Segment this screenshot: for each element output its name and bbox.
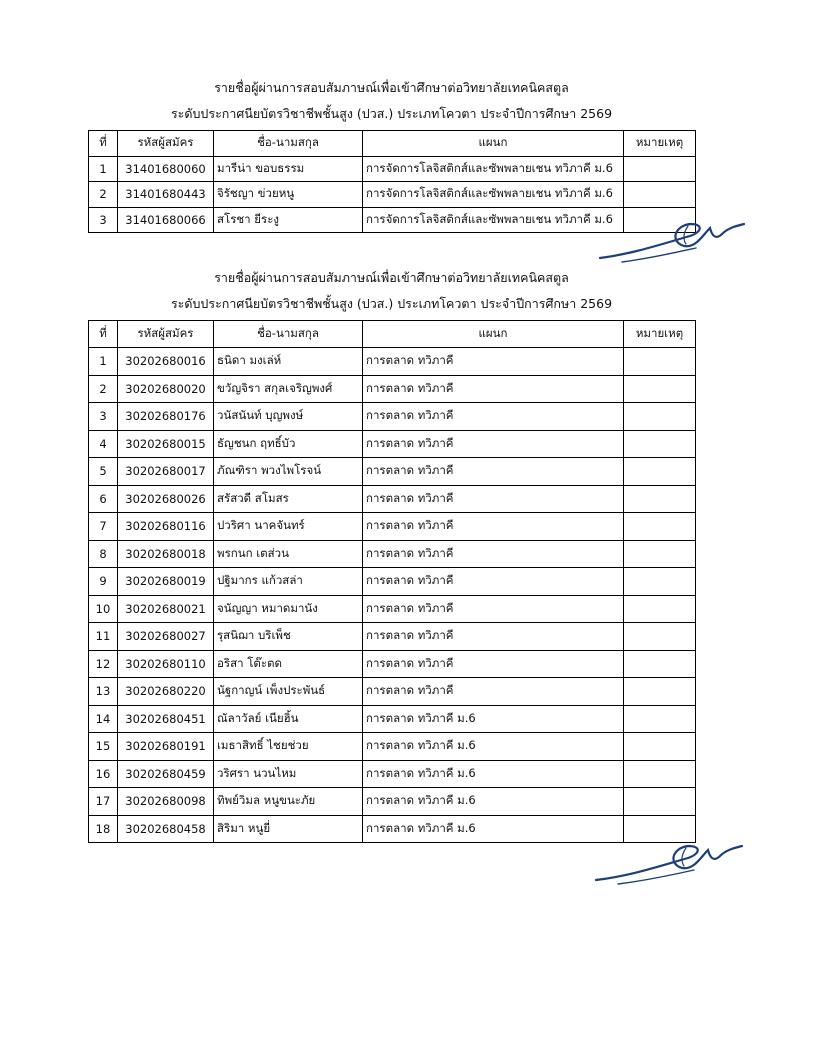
applicant-name: ปวริศา นาคจันทร์ — [214, 513, 363, 541]
row-number: 1 — [89, 156, 118, 182]
header-department: แผนก — [363, 321, 624, 348]
department: การตลาด ทวิภาคี — [363, 403, 624, 431]
department: การตลาด ทวิภาคี — [363, 678, 624, 706]
table-header-row — [89, 131, 696, 157]
table-row — [89, 705, 696, 733]
table-row — [89, 760, 696, 788]
applicant-id: 30202680016 — [118, 348, 214, 376]
table-row — [89, 430, 696, 458]
row-number: 4 — [89, 430, 118, 458]
table-header-row — [89, 321, 696, 348]
applicant-id: 30202680176 — [118, 403, 214, 431]
table-row — [89, 485, 696, 513]
applicant-id: 31401680060 — [118, 156, 214, 182]
department: การตลาด ทวิภาคี — [363, 458, 624, 486]
applicant-id: 30202680458 — [118, 815, 214, 843]
applicant-name: สิริมา หนูยี่ — [214, 815, 363, 843]
table-row — [89, 375, 696, 403]
remark — [624, 485, 696, 513]
header-applicant-id: รหัสผู้สมัคร — [118, 131, 214, 157]
remark — [624, 650, 696, 678]
remark — [624, 623, 696, 651]
department: การตลาด ทวิภาคี — [363, 650, 624, 678]
header-full-name: ชื่อ-นามสกุล — [214, 131, 363, 157]
row-number: 13 — [89, 678, 118, 706]
applicant-name: ทิพย์วิมล หนูขนะภัย — [214, 788, 363, 816]
row-number: 12 — [89, 650, 118, 678]
applicant-id: 30202680098 — [118, 788, 214, 816]
row-number: 2 — [89, 375, 118, 403]
applicant-name: เมธาสิทธิ์ ไชยช่วย — [214, 733, 363, 761]
row-number: 6 — [89, 485, 118, 513]
table-row — [89, 650, 696, 678]
applicant-id: 30202680220 — [118, 678, 214, 706]
remark — [624, 760, 696, 788]
applicant-name: วริศรา นวนไหม — [214, 760, 363, 788]
signature-mark — [592, 214, 752, 264]
remark — [624, 678, 696, 706]
row-number: 9 — [89, 568, 118, 596]
applicant-name: นัฐกาญน์ เพ็งประพันธ์ — [214, 678, 363, 706]
department: การตลาด ทวิภาคี ม.6 — [363, 760, 624, 788]
table-row — [89, 733, 696, 761]
header-remark: หมายเหตุ — [624, 131, 696, 157]
remark — [624, 705, 696, 733]
remark — [624, 540, 696, 568]
department: การตลาด ทวิภาคี — [363, 568, 624, 596]
table-row — [89, 403, 696, 431]
remark — [624, 156, 696, 182]
department: การตลาด ทวิภาคี — [363, 540, 624, 568]
row-number: 18 — [89, 815, 118, 843]
department: การตลาด ทวิภาคี — [363, 348, 624, 376]
remark — [624, 182, 696, 208]
remark — [624, 375, 696, 403]
table-row — [89, 568, 696, 596]
table-row — [89, 156, 696, 182]
table-row — [89, 623, 696, 651]
applicant-name: ณัลาวัลย์ เนียฮิ้น — [214, 705, 363, 733]
table-row — [89, 788, 696, 816]
page-subtitle: ระดับประกาศนียบัตรวิชาชีพชั้นสูง (ปวส.) ประเภทโควตา ประจำปีการศึกษา 2569 — [170, 106, 613, 121]
remark — [624, 403, 696, 431]
row-number: 10 — [89, 595, 118, 623]
applicant-name: วนัสนันท์ บุญพงษ์ — [214, 403, 363, 431]
remark — [624, 458, 696, 486]
remark — [624, 733, 696, 761]
applicant-name: จนัญญา หมาดมานัง — [214, 595, 363, 623]
applicant-id: 31401680066 — [118, 207, 214, 233]
applicant-name: รุสนิฌา บริเพ็ช — [214, 623, 363, 651]
header-department: แผนก — [363, 131, 624, 157]
row-number: 11 — [89, 623, 118, 651]
row-number: 2 — [89, 182, 118, 208]
applicant-name: จิรัชญา ข่วยหนู — [214, 182, 363, 208]
row-number: 7 — [89, 513, 118, 541]
table-row — [89, 182, 696, 208]
applicant-name: ภัณฑิรา พวงไพโรจน์ — [214, 458, 363, 486]
applicant-name: สรัสวดี สโมสร — [214, 485, 363, 513]
applicant-id: 30202680020 — [118, 375, 214, 403]
department: การตลาด ทวิภาคี ม.6 — [363, 815, 624, 843]
row-number: 1 — [89, 348, 118, 376]
row-number: 5 — [89, 458, 118, 486]
applicant-name: มารีน่า ขอบธรรม — [214, 156, 363, 182]
applicant-id: 30202680459 — [118, 760, 214, 788]
department: การตลาด ทวิภาคี — [363, 430, 624, 458]
table-row — [89, 513, 696, 541]
table-row — [89, 348, 696, 376]
department: การจัดการโลจิสติกส์และซัพพลายเชน ทวิภาคี ม.6 — [363, 156, 624, 182]
applicant-name: อริสา โต๊ะตด — [214, 650, 363, 678]
applicant-id: 30202680015 — [118, 430, 214, 458]
header-remark: หมายเหตุ — [624, 321, 696, 348]
section-logistics — [88, 78, 695, 233]
applicant-name: สโรชา ยีระงู — [214, 207, 363, 233]
applicant-name: ธนิดา มงเล่ห์ — [214, 348, 363, 376]
applicant-id: 30202680110 — [118, 650, 214, 678]
applicant-id: 31401680443 — [118, 182, 214, 208]
department: การตลาด ทวิภาคี ม.6 — [363, 705, 624, 733]
department: การตลาด ทวิภาคี ม.6 — [363, 733, 624, 761]
applicant-name: ธัญชนก ฤทธิ์บัว — [214, 430, 363, 458]
applicant-id: 30202680026 — [118, 485, 214, 513]
header-no: ที่ — [89, 131, 118, 157]
page-title: รายชื่อผู้ผ่านการสอบสัมภาษณ์เพื่อเข้าศึกษาต่อวิทยาลัยเทคนิคสตูล — [214, 80, 569, 95]
department: การตลาด ทวิภาคี — [363, 595, 624, 623]
remark — [624, 430, 696, 458]
department: การตลาด ทวิภาคี — [363, 375, 624, 403]
department: การตลาด ทวิภาคี — [363, 485, 624, 513]
remark — [624, 568, 696, 596]
applicant-id: 30202680021 — [118, 595, 214, 623]
row-number: 15 — [89, 733, 118, 761]
department: การตลาด ทวิภาคี ม.6 — [363, 788, 624, 816]
remark — [624, 788, 696, 816]
table-row — [89, 458, 696, 486]
applicant-id: 30202680017 — [118, 458, 214, 486]
applicant-id: 30202680191 — [118, 733, 214, 761]
department: การตลาด ทวิภาคี — [363, 623, 624, 651]
signature-mark — [590, 836, 750, 886]
table-row — [89, 595, 696, 623]
department: การจัดการโลจิสติกส์และซัพพลายเชน ทวิภาคี ม.6 — [363, 182, 624, 208]
header-full-name: ชื่อ-นามสกุล — [214, 321, 363, 348]
roster-table-marketing — [88, 320, 696, 843]
row-number: 8 — [89, 540, 118, 568]
row-number: 17 — [89, 788, 118, 816]
header-no: ที่ — [89, 321, 118, 348]
applicant-name: พรกนก เตส่วน — [214, 540, 363, 568]
table-row — [89, 678, 696, 706]
applicant-name: ขวัญจิรา สกุลเจริญพงศ์ — [214, 375, 363, 403]
remark — [624, 348, 696, 376]
applicant-id: 30202680116 — [118, 513, 214, 541]
department: การตลาด ทวิภาคี — [363, 513, 624, 541]
applicant-id: 30202680018 — [118, 540, 214, 568]
section-marketing — [88, 268, 695, 843]
remark — [624, 595, 696, 623]
table-body — [89, 348, 696, 843]
row-number: 3 — [89, 403, 118, 431]
applicant-id: 30202680019 — [118, 568, 214, 596]
header-applicant-id: รหัสผู้สมัคร — [118, 321, 214, 348]
row-number: 3 — [89, 207, 118, 233]
row-number: 14 — [89, 705, 118, 733]
table-row — [89, 540, 696, 568]
remark — [624, 513, 696, 541]
applicant-id: 30202680027 — [118, 623, 214, 651]
row-number: 16 — [89, 760, 118, 788]
applicant-id: 30202680451 — [118, 705, 214, 733]
applicant-name: ปฐิมากร แก้วสล่า — [214, 568, 363, 596]
page-subtitle: ระดับประกาศนียบัตรวิชาชีพชั้นสูง (ปวส.) ประเภทโควตา ประจำปีการศึกษา 2569 — [170, 296, 613, 311]
page-title: รายชื่อผู้ผ่านการสอบสัมภาษณ์เพื่อเข้าศึกษาต่อวิทยาลัยเทคนิคสตูล — [214, 270, 569, 285]
department: การจัดการโลจิสติกส์และซัพพลายเชน ทวิภาคี ม.6 — [363, 207, 624, 233]
